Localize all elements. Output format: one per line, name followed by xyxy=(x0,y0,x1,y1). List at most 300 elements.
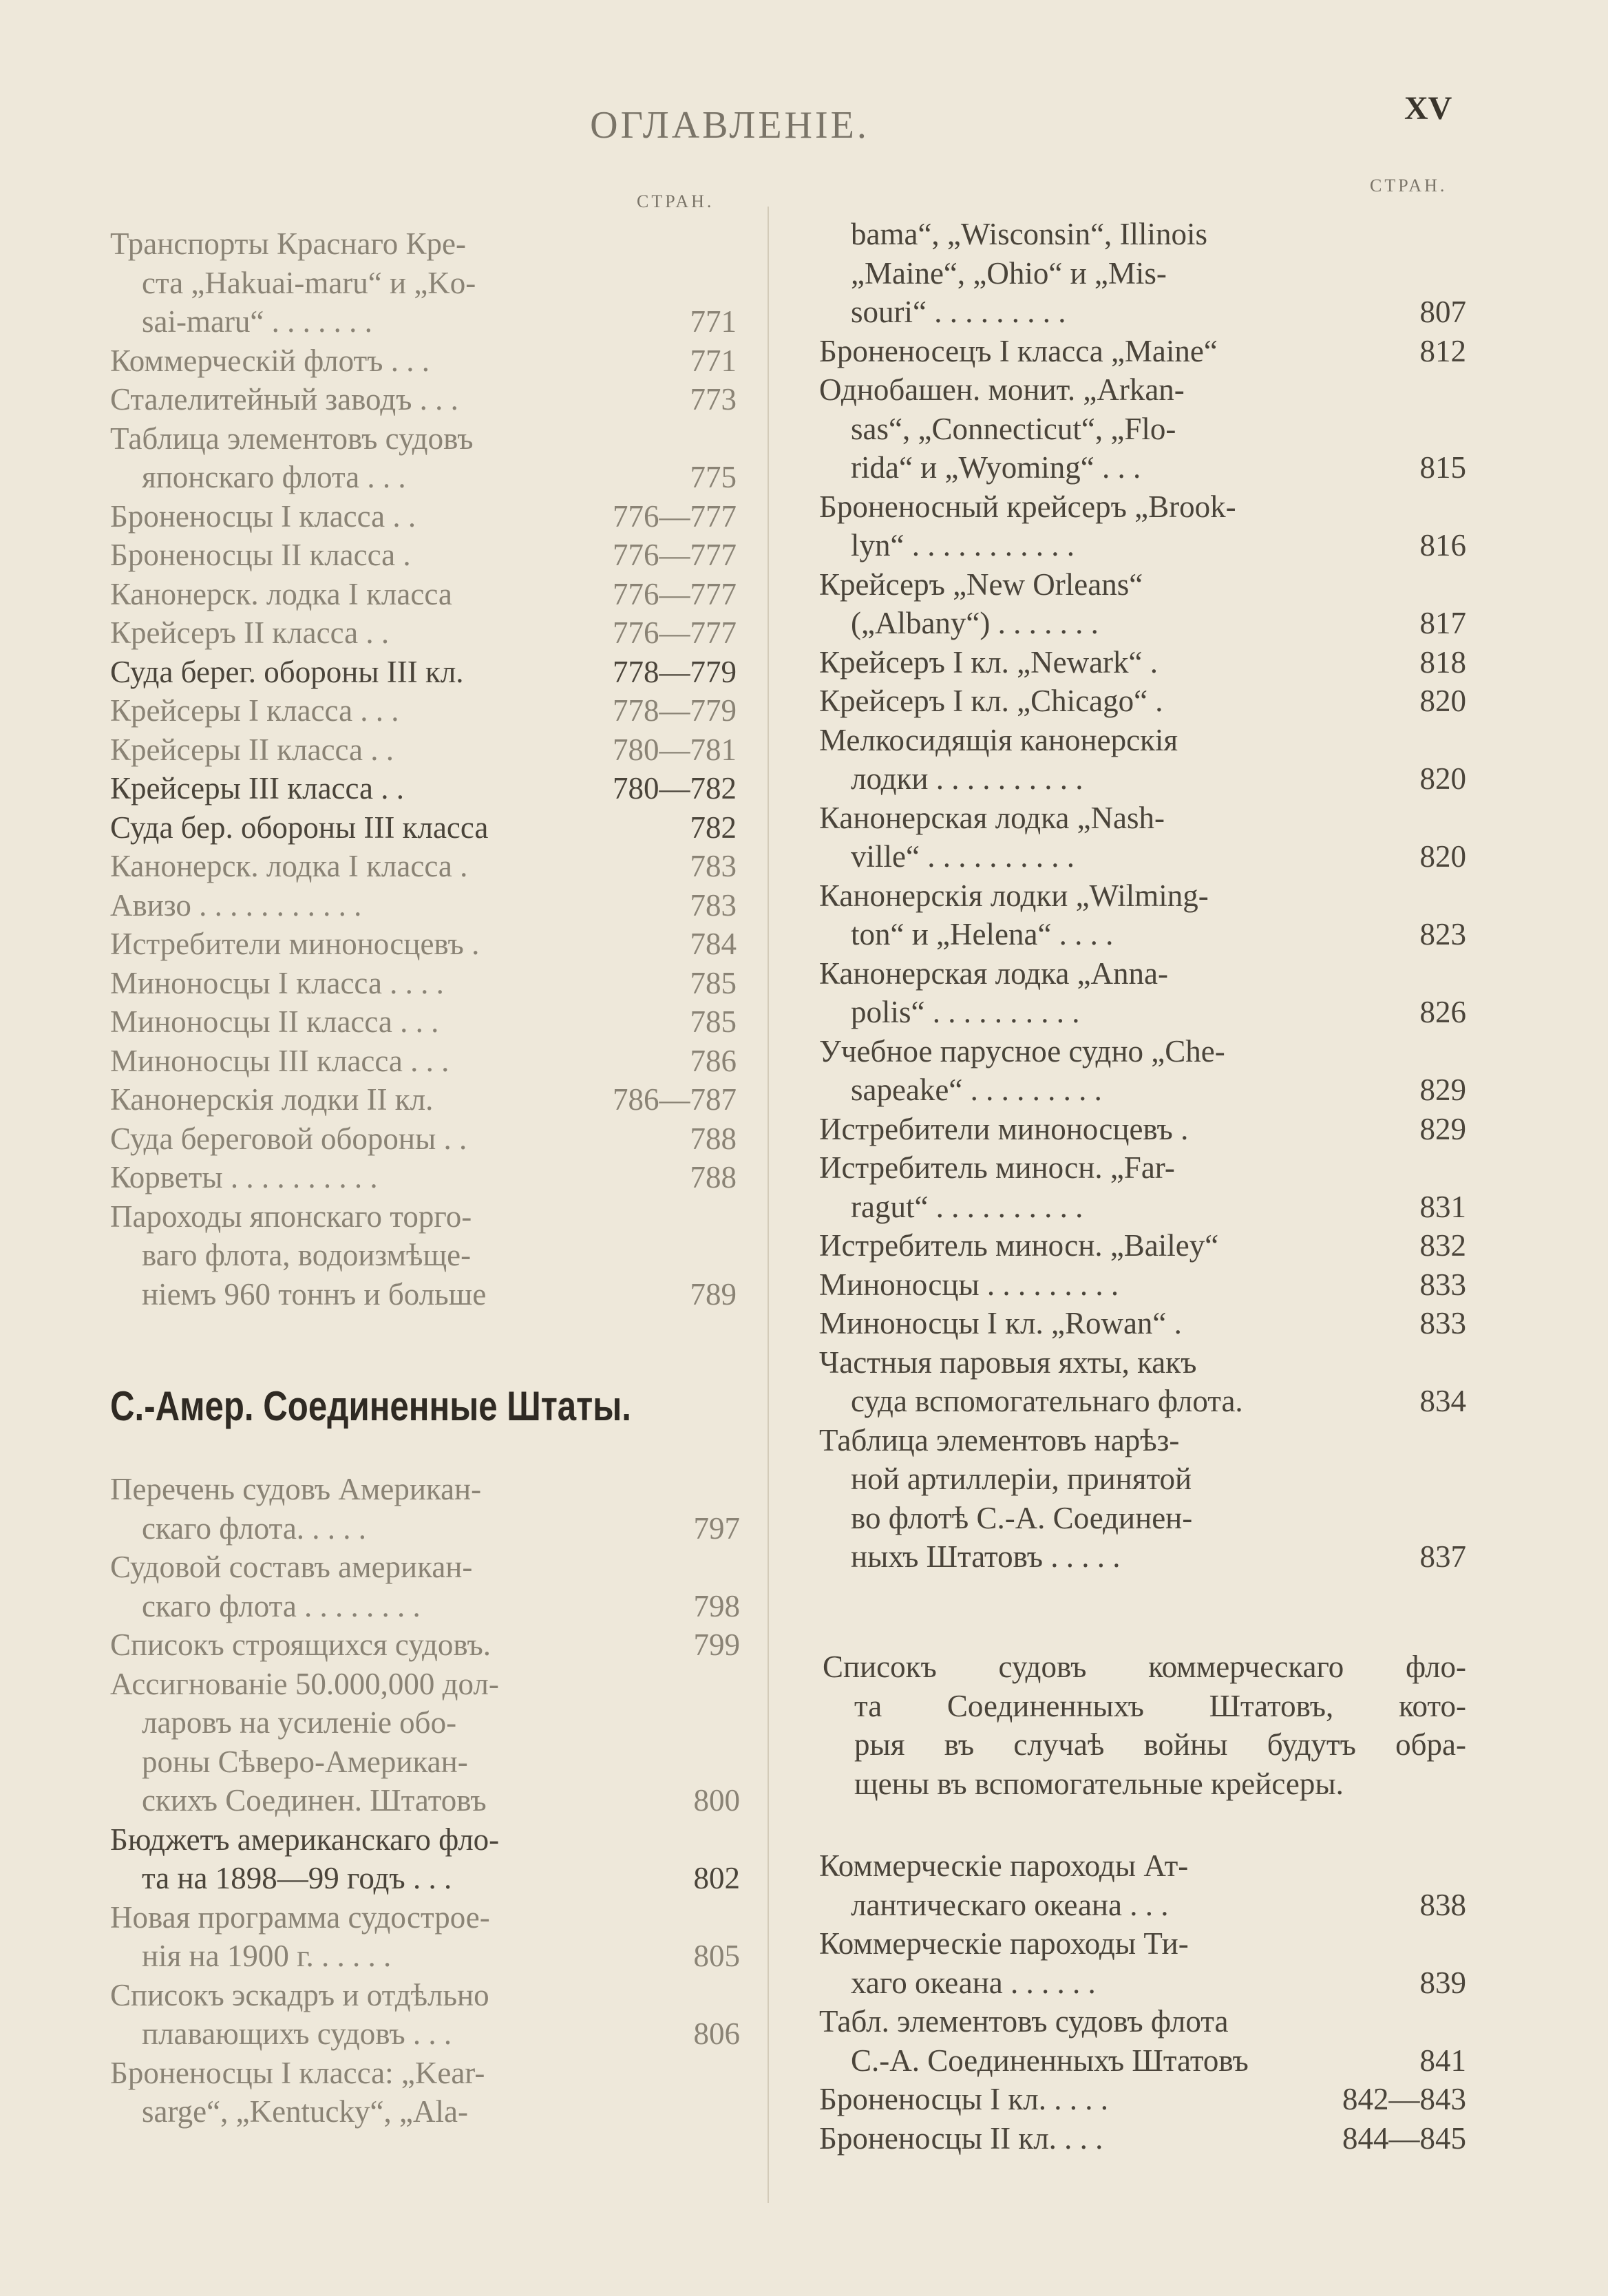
toc-entry-title: Крейсеръ „New Orleans“ xyxy=(819,567,1143,602)
toc-entry-line xyxy=(110,1898,740,1937)
toc-entry-line xyxy=(110,264,737,303)
toc-entry-line xyxy=(110,497,737,536)
toc-entry-title: Авизо . . . . . . . . . . . xyxy=(110,887,362,923)
toc-entry-title: Таблица элементовъ судовъ xyxy=(110,421,474,456)
toc-entry-title: Истребитель миносн. „Far- xyxy=(819,1150,1175,1185)
toc-entry-title: ragut“ . . . . . . . . . . xyxy=(851,1189,1083,1224)
toc-entry-line xyxy=(819,1537,1466,1577)
toc-entry-title: роны Сѣверо-Американ- xyxy=(142,1744,468,1779)
toc-entry-line xyxy=(110,1470,740,1509)
toc-entry-page: 776—777 xyxy=(613,615,737,650)
column-divider xyxy=(768,207,769,2203)
right-toc-list-top xyxy=(819,215,1466,1577)
toc-entry-title: Суда береговой обороны . . xyxy=(110,1121,467,1156)
toc-entry-title: lyn“ . . . . . . . . . . . xyxy=(851,528,1075,562)
toc-entry-title: Канонерская лодка „Anna- xyxy=(819,956,1168,991)
toc-entry-title: Сталелитейный заводъ . . . xyxy=(110,382,458,417)
toc-entry xyxy=(110,497,737,536)
toc-entry-line xyxy=(819,448,1466,487)
toc-entry-title: Списокъ эскадръ и отдѣльно xyxy=(110,1977,489,2012)
toc-entry-title: Канонерск. лодка I класса . xyxy=(110,849,468,883)
toc-entry-title: Списокъ строящихся судовъ. xyxy=(110,1628,491,1662)
toc-entry-title: Мелкосидящія канонерскія xyxy=(819,722,1178,757)
toc-entry-title: Крейсеры III класса . . xyxy=(110,771,405,805)
toc-entry-line xyxy=(819,2080,1466,2119)
toc-entry-line xyxy=(819,1226,1466,1265)
toc-entry-title: ныхъ Штатовъ . . . . . xyxy=(851,1539,1121,1574)
toc-entry-line xyxy=(819,2119,1466,2158)
toc-entry-title: „Maine“, „Ohio“ и „Mis- xyxy=(851,255,1167,291)
toc-entry-page: 816 xyxy=(1419,528,1466,562)
toc-entry-line xyxy=(110,1625,740,1665)
toc-entry xyxy=(110,341,737,381)
toc-entry-title: Броненосный крейсеръ „Brook- xyxy=(819,489,1236,524)
toc-entry-title: sai-maru“ . . . . . . . xyxy=(142,304,372,339)
toc-entry xyxy=(819,2080,1466,2119)
toc-entry xyxy=(110,1898,740,1976)
toc-entry-line xyxy=(819,215,1466,254)
toc-entry-line xyxy=(819,1924,1466,1963)
toc-entry-title: ville“ . . . . . . . . . . xyxy=(851,839,1075,874)
toc-entry-line xyxy=(110,1509,740,1548)
toc-entry-page: 815 xyxy=(1419,450,1466,485)
toc-entry-page: 820 xyxy=(1419,839,1466,874)
toc-entry-title: Частныя паровыя яхты, какъ xyxy=(819,1345,1197,1380)
toc-entry-title: Истребители миноносцевъ . xyxy=(110,927,480,961)
toc-entry xyxy=(819,1032,1466,1110)
toc-entry-title: polis“ . . . . . . . . . . xyxy=(851,995,1080,1029)
toc-entry-page: 831 xyxy=(1419,1189,1466,1224)
section-note xyxy=(823,1647,1466,1803)
toc-entry-title: Ассигнованіе 50.000,000 дол- xyxy=(110,1666,499,1701)
toc-entry-line xyxy=(110,1937,740,1976)
toc-entry-page: 776—777 xyxy=(613,498,737,534)
toc-entry-title: ніемъ 960 тоннъ и больше xyxy=(142,1276,487,1312)
toc-entry-title: souri“ . . . . . . . . . xyxy=(851,295,1066,329)
toc-entry-page: 783 xyxy=(690,849,737,883)
toc-entry xyxy=(110,925,737,964)
toc-entry-page: 776—777 xyxy=(613,576,737,611)
toc-entry-page: 807 xyxy=(1419,295,1466,329)
toc-entry-title: sarge“, „Kentucky“, „Ala- xyxy=(142,2094,468,2129)
toc-entry-line xyxy=(819,759,1466,799)
toc-entry-title: ton“ и „Helena“ . . . . xyxy=(851,917,1114,951)
toc-entry-page: 788 xyxy=(690,1160,737,1194)
toc-entry-title: лодки . . . . . . . . . . xyxy=(851,761,1083,796)
toc-entry-title: суда вспомогательнаго флота. xyxy=(851,1384,1243,1418)
toc-entry-page: 806 xyxy=(693,2016,740,2051)
toc-entry xyxy=(819,215,1466,332)
toc-entry-title: Крейсеръ I кл. „Newark“ . xyxy=(819,644,1159,680)
toc-entry xyxy=(110,1042,737,1081)
toc-entry-line xyxy=(819,837,1466,876)
toc-entry-line xyxy=(819,1886,1466,1925)
toc-entry-line xyxy=(819,1071,1466,1110)
toc-entry xyxy=(110,1158,737,1197)
toc-entry xyxy=(110,575,737,614)
toc-entry-title: Суда бер. обороны III класса xyxy=(110,810,489,845)
toc-entry-title: Броненосцы I кл. . . . . xyxy=(819,2082,1108,2116)
toc-entry-line xyxy=(819,1846,1466,1886)
toc-entry-line xyxy=(819,1382,1466,1421)
toc-entry-page: 776—777 xyxy=(613,538,737,572)
toc-entry-line xyxy=(819,1188,1466,1227)
section-note-line: рыя въ случаѣ войны будутъ обра- xyxy=(854,1727,1466,1762)
toc-entry xyxy=(819,799,1466,876)
toc-entry xyxy=(110,419,737,497)
toc-entry-title: Канонерск. лодка I класса xyxy=(110,576,452,611)
toc-entry xyxy=(819,682,1466,721)
toc-entry-title: Броненосецъ I класса „Maine“ xyxy=(819,333,1218,368)
toc-entry xyxy=(110,964,737,1003)
toc-entry-page: 771 xyxy=(690,304,737,339)
toc-entry-title: Новая программа судострое- xyxy=(110,1899,490,1935)
section-note-line: Списокъ судовъ коммерческаго фло- xyxy=(823,1650,1466,1684)
toc-entry-title: японскаго флота . . . xyxy=(142,460,406,494)
toc-entry-title: Броненосцы II класса . xyxy=(110,538,411,572)
toc-entry-title: Коммерческій флотъ . . . xyxy=(110,343,430,378)
toc-entry-line xyxy=(110,1042,737,1081)
toc-entry-line xyxy=(819,2002,1466,2041)
toc-entry-line xyxy=(110,847,737,886)
toc-entry-line xyxy=(110,1742,740,1782)
toc-entry-title: Крейсеръ I кл. „Chicago“ . xyxy=(819,684,1163,718)
toc-entry-line xyxy=(819,293,1466,332)
toc-entry-line xyxy=(110,613,737,653)
toc-entry-title: Канонерскія лодки „Wilming- xyxy=(819,878,1209,913)
toc-entry-title: Миноносцы III класса . . . xyxy=(110,1043,449,1078)
toc-entry-title: ваго флота, водоизмѣще- xyxy=(142,1238,472,1272)
toc-entry xyxy=(110,1197,737,1314)
page-title: ОГЛАВЛЕНІЕ. xyxy=(590,104,869,147)
toc-entry-line xyxy=(819,565,1466,604)
toc-entry-page: 833 xyxy=(1419,1306,1466,1340)
toc-entry-line xyxy=(110,653,737,692)
toc-entry-title: bama“, „Wisconsin“, Illinois xyxy=(851,217,1208,251)
toc-entry-title: во флотѣ С.-А. Соединен- xyxy=(851,1500,1193,1535)
toc-entry-line xyxy=(819,526,1466,565)
toc-entry xyxy=(110,1548,740,1625)
toc-entry-title: нія на 1900 г. . . . . . xyxy=(142,1939,392,1973)
toc-entry-title: Броненосцы I класса: „Kear- xyxy=(110,2055,485,2090)
toc-entry-line xyxy=(110,1976,740,2015)
left-column-page-label: СТРАН. xyxy=(637,191,715,211)
toc-entry-title: sapeake“ . . . . . . . . . xyxy=(851,1073,1102,1107)
toc-entry-title: rida“ и „Wyoming“ . . . xyxy=(851,450,1141,485)
toc-entry-line xyxy=(819,1110,1466,1149)
toc-entry xyxy=(819,1304,1466,1343)
toc-entry xyxy=(110,691,737,730)
toc-entry xyxy=(110,1470,740,1548)
toc-entry xyxy=(819,721,1466,799)
toc-entry-page: 839 xyxy=(1419,1965,1466,2000)
toc-entry-page: 842—843 xyxy=(1342,2082,1466,2116)
toc-entry-line xyxy=(110,1197,737,1236)
right-column-page-label: СТРАН. xyxy=(1370,176,1448,196)
toc-entry-page: 829 xyxy=(1419,1073,1466,1107)
toc-entry-line xyxy=(819,993,1466,1032)
toc-entry-line xyxy=(819,954,1466,993)
toc-entry-page: 841 xyxy=(1419,2043,1466,2078)
toc-entry xyxy=(110,769,737,808)
toc-entry-title: Бюджетъ американскаго фло- xyxy=(110,1822,500,1857)
toc-entry-title: С.-А. Соединенныхъ Штатовъ xyxy=(851,2043,1249,2078)
toc-entry xyxy=(110,653,737,692)
toc-entry-line xyxy=(110,1002,737,1042)
toc-entry-line xyxy=(110,964,737,1003)
toc-entry-title: Таблица элементовъ нарѣз- xyxy=(819,1422,1180,1457)
toc-entry xyxy=(819,876,1466,954)
toc-entry-title: Крейсеры I класса . . . xyxy=(110,693,399,728)
toc-entry-title: Миноносцы I кл. „Rowan“ . xyxy=(819,1306,1182,1340)
toc-entry-title: Пароходы японскаго торго- xyxy=(110,1199,472,1234)
toc-entry-page: 838 xyxy=(1419,1887,1466,1922)
left-toc-list-top xyxy=(110,224,737,1314)
toc-entry-page: 789 xyxy=(690,1276,737,1312)
toc-entry-page: 805 xyxy=(693,1939,740,1973)
toc-entry-line xyxy=(110,1158,737,1197)
toc-entry-title: Судовой составъ американ- xyxy=(110,1550,473,1584)
toc-entry-line xyxy=(819,2041,1466,2081)
toc-entry-line xyxy=(819,721,1466,760)
toc-entry-line xyxy=(110,691,737,730)
toc-entry-title: Канонерскія лодки II кл. xyxy=(110,1082,434,1117)
toc-entry-line xyxy=(819,1148,1466,1188)
toc-entry-title: Транспорты Краснаго Кре- xyxy=(110,227,467,261)
toc-entry-line xyxy=(819,682,1466,721)
toc-entry-line xyxy=(110,2092,740,2131)
toc-entry-page: 780—781 xyxy=(613,732,737,767)
toc-entry xyxy=(110,1080,737,1119)
toc-entry-page: 786—787 xyxy=(613,1082,737,1117)
toc-entry-line xyxy=(110,2054,740,2093)
toc-entry xyxy=(110,1976,740,2054)
left-toc-list-bottom xyxy=(110,1470,740,2131)
toc-entry xyxy=(819,2119,1466,2158)
toc-entry-line xyxy=(110,1275,737,1314)
toc-entry-line xyxy=(110,1859,740,1898)
toc-entry xyxy=(819,1110,1466,1149)
toc-entry-line xyxy=(819,410,1466,449)
toc-entry xyxy=(110,730,737,770)
toc-entry-page: 829 xyxy=(1419,1111,1466,1146)
toc-entry-page: 833 xyxy=(1419,1267,1466,1302)
toc-entry-title: Учебное парусное судно „Che- xyxy=(819,1033,1225,1068)
toc-entry-line xyxy=(110,730,737,770)
toc-entry-title: Коммерческіе пароходы Ат- xyxy=(819,1849,1189,1883)
toc-entry-line xyxy=(110,1119,737,1159)
toc-entry-page: 826 xyxy=(1419,995,1466,1029)
toc-entry-line xyxy=(819,604,1466,643)
toc-entry xyxy=(110,613,737,653)
toc-entry xyxy=(819,954,1466,1032)
toc-entry-line xyxy=(110,458,737,497)
toc-entry-page: 788 xyxy=(690,1121,737,1156)
toc-entry-line xyxy=(819,1421,1466,1460)
toc-entry-title: скаго флота. . . . . xyxy=(142,1510,367,1546)
toc-entry-title: плавающихъ судовъ . . . xyxy=(142,2016,452,2051)
toc-entry-page: 800 xyxy=(693,1783,740,1818)
toc-entry-page: 802 xyxy=(693,1861,740,1895)
toc-entry xyxy=(110,224,737,341)
right-toc-list-bottom xyxy=(819,1846,1466,2158)
section-heading: С.-Амер. Соединенные Штаты. xyxy=(110,1383,631,1429)
toc-entry-line xyxy=(110,808,737,847)
toc-entry xyxy=(110,1002,737,1042)
toc-entry-line xyxy=(819,1343,1466,1382)
toc-entry-line xyxy=(819,1499,1466,1538)
toc-entry xyxy=(819,2002,1466,2080)
toc-entry-line xyxy=(110,1781,740,1820)
toc-entry-line xyxy=(819,332,1466,371)
toc-entry-title: скаго флота . . . . . . . . xyxy=(142,1588,421,1623)
toc-entry-line xyxy=(819,799,1466,838)
toc-entry-title: Корветы . . . . . . . . . . xyxy=(110,1160,378,1194)
toc-entry-title: Истребитель миносн. „Bailey“ xyxy=(819,1228,1219,1263)
toc-entry-page: 785 xyxy=(690,965,737,1000)
toc-entry-title: Канонерская лодка „Nash- xyxy=(819,800,1165,835)
toc-entry-title: Истребители миноносцевъ . xyxy=(819,1111,1189,1146)
toc-entry-page: 780—782 xyxy=(613,771,737,805)
toc-entry-line xyxy=(819,1304,1466,1343)
toc-entry-page: 786 xyxy=(690,1043,737,1078)
toc-entry-page: 773 xyxy=(690,382,737,417)
toc-entry-line xyxy=(110,224,737,264)
toc-entry xyxy=(110,2054,740,2131)
toc-entry-line xyxy=(110,302,737,341)
toc-entry xyxy=(819,1846,1466,1924)
toc-entry-page: 778—779 xyxy=(613,693,737,728)
toc-entry xyxy=(110,380,737,419)
toc-entry-title: Броненосцы I класса . . xyxy=(110,498,416,534)
toc-entry xyxy=(110,1665,740,1820)
toc-entry xyxy=(819,565,1466,643)
toc-entry xyxy=(110,1119,737,1159)
section-note-line: та Соединенныхъ Штатовъ, кото- xyxy=(854,1688,1466,1723)
toc-entry-line xyxy=(819,1963,1466,2003)
toc-entry xyxy=(819,370,1466,487)
toc-entry xyxy=(110,1820,740,1898)
toc-entry xyxy=(110,886,737,925)
toc-entry xyxy=(819,332,1466,371)
toc-entry xyxy=(110,847,737,886)
toc-entry-title: Миноносцы . . . . . . . . . xyxy=(819,1267,1119,1302)
toc-entry-page: 834 xyxy=(1419,1384,1466,1418)
toc-entry-line xyxy=(819,915,1466,954)
toc-entry xyxy=(819,1148,1466,1226)
toc-entry-line xyxy=(819,643,1466,682)
toc-entry-line xyxy=(110,1236,737,1275)
toc-entry-line xyxy=(110,380,737,419)
toc-entry xyxy=(819,643,1466,682)
toc-entry-title: лантическаго океана . . . xyxy=(851,1887,1169,1922)
toc-entry-title: Крейсеры II класса . . xyxy=(110,732,394,767)
toc-entry-title: скихъ Соединен. Штатовъ xyxy=(142,1783,487,1818)
toc-entry-title: sas“, „Connecticut“, „Flo- xyxy=(851,411,1176,446)
toc-entry-page: 817 xyxy=(1419,606,1466,640)
toc-entry-line xyxy=(819,370,1466,410)
toc-entry-title: Миноносцы II класса . . . xyxy=(110,1004,439,1039)
toc-entry-line xyxy=(819,1265,1466,1305)
toc-entry-title: Крейсеръ II класса . . xyxy=(110,615,390,650)
toc-entry-line xyxy=(110,1587,740,1626)
toc-entry-line xyxy=(819,254,1466,293)
toc-entry-title: Броненосцы II кл. . . . xyxy=(819,2120,1103,2156)
toc-entry-line xyxy=(819,1032,1466,1071)
toc-entry-page: 785 xyxy=(690,1004,737,1039)
toc-entry xyxy=(819,1226,1466,1265)
toc-entry-line xyxy=(110,575,737,614)
toc-entry-line xyxy=(110,925,737,964)
toc-entry-title: Коммерческіе пароходы Ти- xyxy=(819,1926,1189,1961)
toc-entry-title: та на 1898—99 годъ . . . xyxy=(142,1861,452,1895)
toc-entry-title: („Albany“) . . . . . . . xyxy=(851,606,1099,640)
page-number: XV xyxy=(1404,90,1452,127)
toc-entry-title: ной артиллеріи, принятой xyxy=(851,1462,1192,1496)
toc-entry xyxy=(819,1421,1466,1577)
toc-entry-line xyxy=(110,536,737,575)
toc-entry-page: 775 xyxy=(690,460,737,494)
toc-entry-page: 799 xyxy=(693,1628,740,1662)
toc-entry-title: ста „Hakuai-maru“ и „Ko- xyxy=(142,265,476,300)
toc-entry xyxy=(110,808,737,847)
toc-entry-page: 778—779 xyxy=(613,654,737,689)
toc-entry-page: 844—845 xyxy=(1342,2120,1466,2156)
toc-entry-page: 798 xyxy=(693,1588,740,1623)
toc-entry-line xyxy=(819,487,1466,527)
toc-entry-page: 782 xyxy=(690,810,737,845)
toc-entry-line xyxy=(110,1548,740,1587)
toc-entry-page: 783 xyxy=(690,887,737,923)
toc-entry-line xyxy=(110,2014,740,2054)
toc-entry-line xyxy=(819,1460,1466,1499)
toc-entry-page: 784 xyxy=(690,927,737,961)
toc-entry xyxy=(819,1265,1466,1305)
toc-entry-line xyxy=(110,1665,740,1704)
toc-entry-page: 832 xyxy=(1419,1228,1466,1263)
toc-entry-title: Миноносцы I класса . . . . xyxy=(110,965,444,1000)
toc-entry-title: Суда берег. обороны III кл. xyxy=(110,654,464,689)
toc-entry-line xyxy=(110,1820,740,1860)
toc-entry-title: Табл. элементовъ судовъ флота xyxy=(819,2004,1229,2039)
toc-entry-line xyxy=(110,419,737,459)
toc-entry-page: 820 xyxy=(1419,761,1466,796)
toc-entry-line xyxy=(110,341,737,381)
toc-entry-page: 837 xyxy=(1419,1539,1466,1574)
toc-entry-title: Однобашен. монит. „Arkan- xyxy=(819,372,1185,407)
toc-entry-line xyxy=(110,769,737,808)
toc-entry-line xyxy=(110,1080,737,1119)
toc-entry-page: 812 xyxy=(1419,333,1466,368)
toc-entry-page: 771 xyxy=(690,343,737,378)
toc-entry-line xyxy=(110,886,737,925)
toc-entry-page: 823 xyxy=(1419,917,1466,951)
toc-entry xyxy=(819,1924,1466,2002)
toc-entry-title: Перечень судовъ Американ- xyxy=(110,1472,482,1506)
toc-entry xyxy=(819,1343,1466,1421)
toc-entry xyxy=(819,487,1466,565)
toc-entry xyxy=(110,1625,740,1665)
toc-entry-page: 797 xyxy=(693,1510,740,1546)
toc-entry xyxy=(110,536,737,575)
toc-entry-page: 820 xyxy=(1419,684,1466,718)
toc-entry-page: 818 xyxy=(1419,644,1466,680)
toc-entry-title: ларовъ на усиленіе обо- xyxy=(142,1705,457,1740)
toc-entry-line xyxy=(819,876,1466,916)
toc-entry-line xyxy=(110,1703,740,1742)
section-note-line: щены въ вспомогательные крейсеры. xyxy=(854,1766,1344,1801)
toc-entry-title: хаго океана . . . . . . xyxy=(851,1965,1096,2000)
